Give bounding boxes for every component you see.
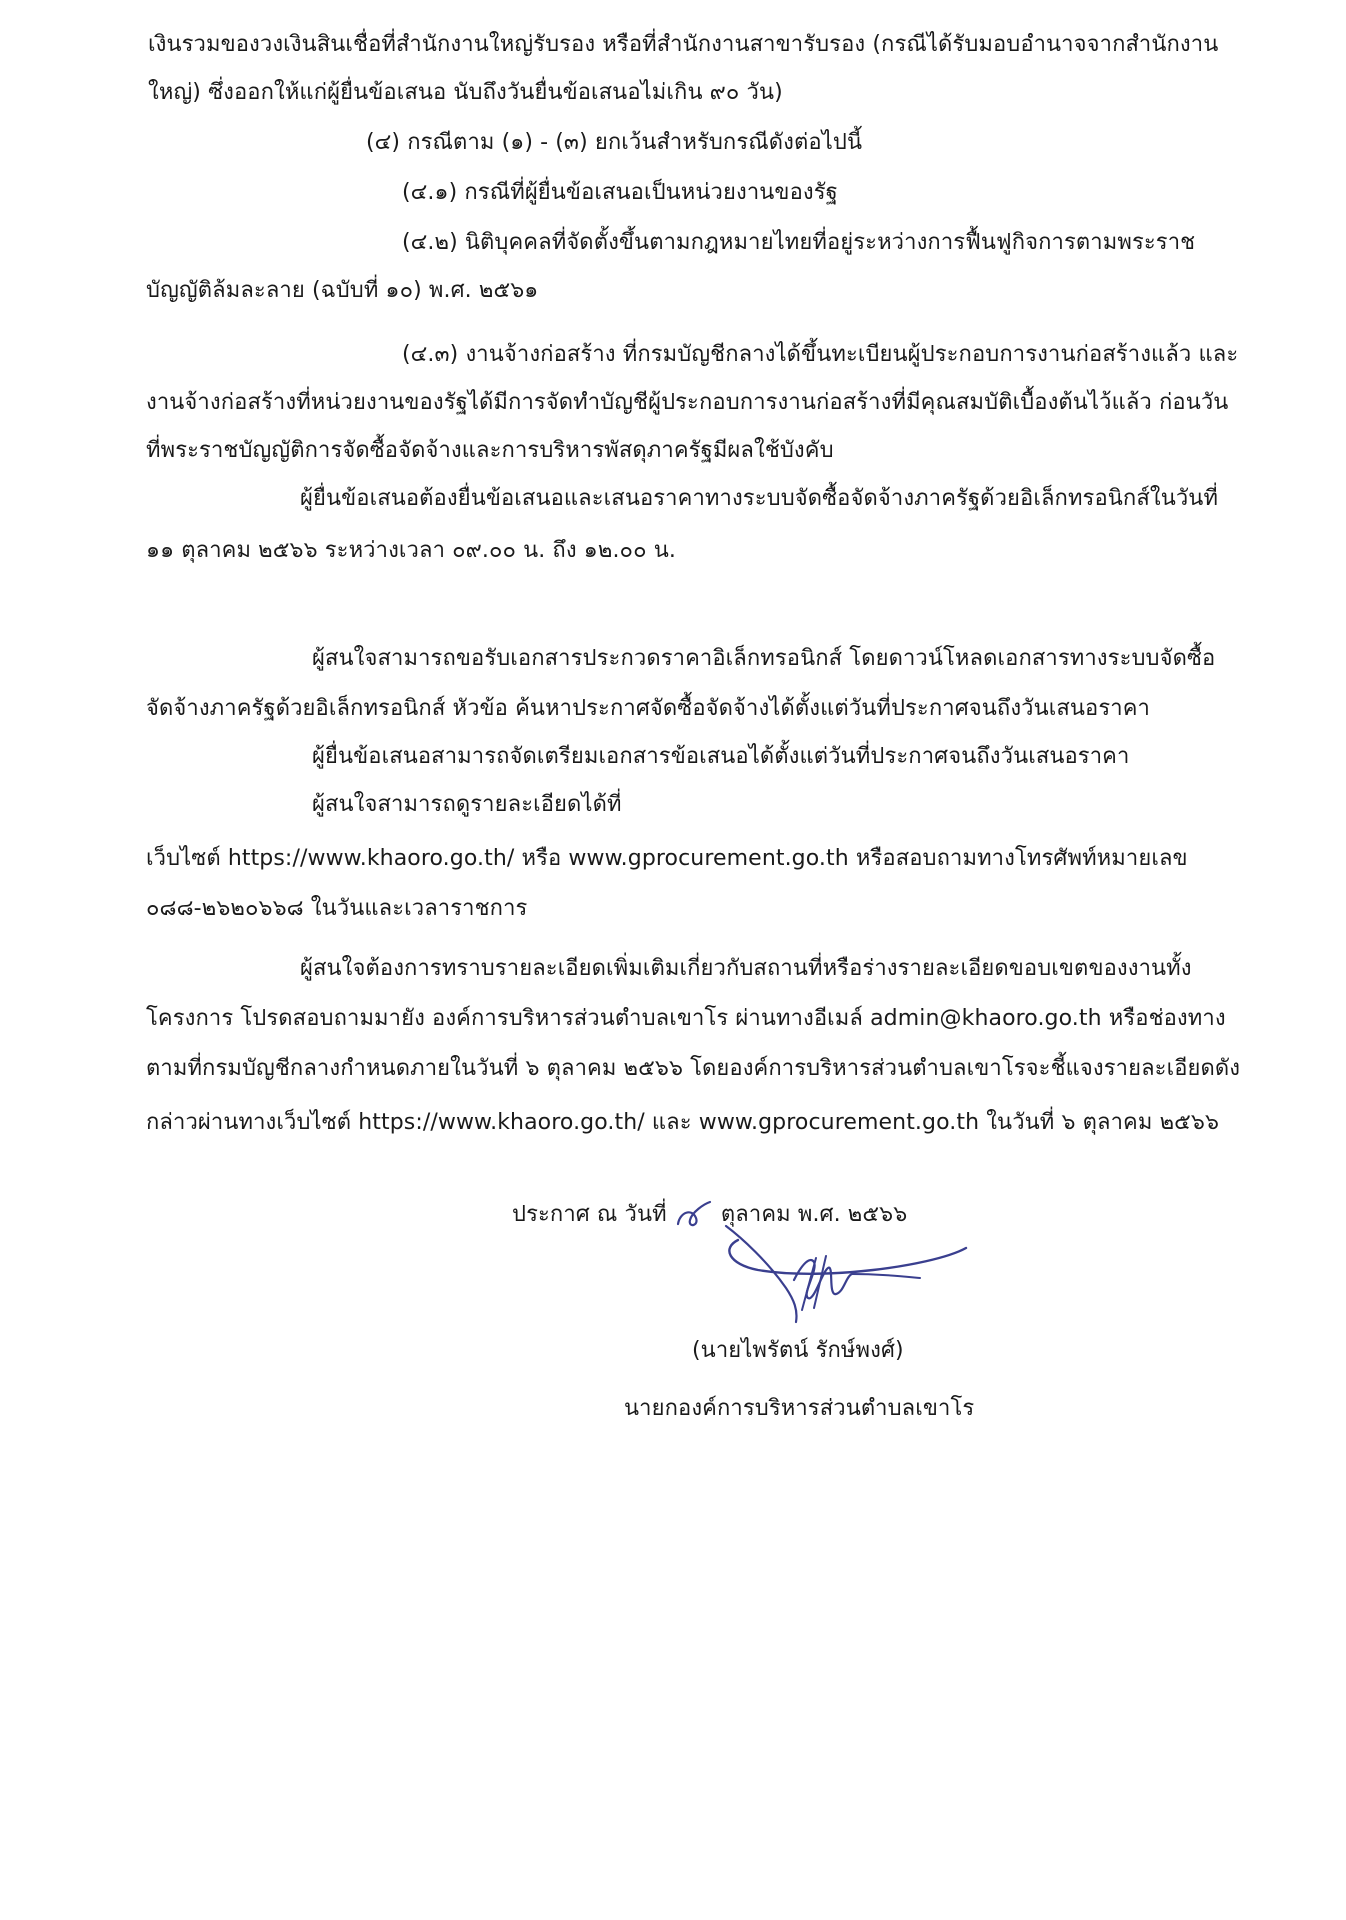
text-line: (๔.๑) กรณีที่ผู้ยื่นข้อเสนอเป็นหน่วยงานของรัฐ xyxy=(402,180,838,205)
text-line: กล่าวผ่านทางเว็บไซต์ https://www.khaoro.go.th/ และ www.gprocurement.go.th ในวันที่ ๖ ตุลาคม ๒๕๖๖ xyxy=(146,1110,1220,1135)
announce-prefix: ประกาศ ณ วันที่ xyxy=(512,1202,667,1227)
signature xyxy=(698,1218,988,1338)
text-line: งานจ้างก่อสร้างที่หน่วยงานของรัฐได้มีการจัดทำบัญชีผู้ประกอบการงานก่อสร้างที่มีคุณสมบัติเบื้องต้นไว้แล้ว ก่อนวัน xyxy=(146,390,1229,415)
text-line: (๔.๒) นิติบุคคลที่จัดตั้งขึ้นตามกฎหมายไทยที่อยู่ระหว่างการฟื้นฟูกิจการตามพระราช xyxy=(402,230,1196,255)
text-line: ผู้สนใจต้องการทราบรายละเอียดเพิ่มเติมเกี่ยวกับสถานที่หรือร่างรายละเอียดขอบเขตของงานทั้ง xyxy=(300,956,1192,981)
signer-name: (นายไพรัตน์ รักษ์พงศ์) xyxy=(692,1338,904,1363)
text-line: เงินรวมของวงเงินสินเชื่อที่สำนักงานใหญ่รับรอง หรือที่สำนักงานสาขารับรอง (กรณีได้รับมอบอำนาจจากสำนักงาน xyxy=(148,32,1219,57)
text-line: (๔) กรณีตาม (๑) - (๓) ยกเว้นสำหรับกรณีดังต่อไปนี้ xyxy=(366,130,863,155)
signer-title: นายกองค์การบริหารส่วนตำบลเขาโร xyxy=(624,1396,975,1421)
text-line: ผู้สนใจสามารถขอรับเอกสารประกวดราคาอิเล็กทรอนิกส์ โดยดาวน์โหลดเอกสารทางระบบจัดซื้อ xyxy=(312,646,1216,671)
text-line: ใหญ่) ซึ่งออกให้แก่ผู้ยื่นข้อเสนอ นับถึงวันยื่นข้อเสนอไม่เกิน ๙๐ วัน) xyxy=(148,80,783,105)
text-line: ที่พระราชบัญญัติการจัดซื้อจัดจ้างและการบริหารพัสดุภาครัฐมีผลใช้บังคับ xyxy=(146,438,834,463)
text-line: บัญญัติล้มละลาย (ฉบับที่ ๑๐) พ.ศ. ๒๕๖๑ xyxy=(146,278,539,303)
text-line: (๔.๓) งานจ้างก่อสร้าง ที่กรมบัญชีกลางได้ขึ้นทะเบียนผู้ประกอบการงานก่อสร้างแล้ว และ xyxy=(402,342,1239,367)
text-line: เว็บไซต์ https://www.khaoro.go.th/ หรือ www.gprocurement.go.th หรือสอบถามทางโทรศัพท์หมายเลข xyxy=(146,846,1188,871)
text-line: โครงการ โปรดสอบถามมายัง องค์การบริหารส่วนตำบลเขาโร ผ่านทางอีเมล์ admin@khaoro.go.th หรือช่องทาง xyxy=(146,1006,1226,1031)
text-line: ๑๑ ตุลาคม ๒๕๖๖ ระหว่างเวลา ๐๙.๐๐ น. ถึง ๑๒.๐๐ น. xyxy=(146,538,676,563)
text-line: ผู้สนใจสามารถดูรายละเอียดได้ที่ xyxy=(312,792,622,817)
text-line: ตามที่กรมบัญชีกลางกำหนดภายในวันที่ ๖ ตุลาคม ๒๕๖๖ โดยองค์การบริหารส่วนตำบลเขาโรจะชี้แจงรายละเอียดดัง xyxy=(146,1056,1241,1081)
text-line: ผู้ยื่นข้อเสนอสามารถจัดเตรียมเอกสารข้อเสนอได้ตั้งแต่วันที่ประกาศจนถึงวันเสนอราคา xyxy=(312,744,1130,769)
announce-suffix: ตุลาคม พ.ศ. ๒๕๖๖ xyxy=(720,1202,908,1227)
text-line: ผู้ยื่นข้อเสนอต้องยื่นข้อเสนอและเสนอราคาทางระบบจัดซื้อจัดจ้างภาครัฐด้วยอิเล็กทรอนิกส์ในวันที่ xyxy=(300,486,1219,511)
text-line: ๐๘๘-๒๖๒๐๖๖๘ ในวันและเวลาราชการ xyxy=(146,896,528,921)
text-line: จัดจ้างภาครัฐด้วยอิเล็กทรอนิกส์ หัวข้อ ค้นหาประกาศจัดซื้อจัดจ้างได้ตั้งแต่วันที่ประกาศจนถึงวันเสนอราคา xyxy=(146,696,1151,721)
